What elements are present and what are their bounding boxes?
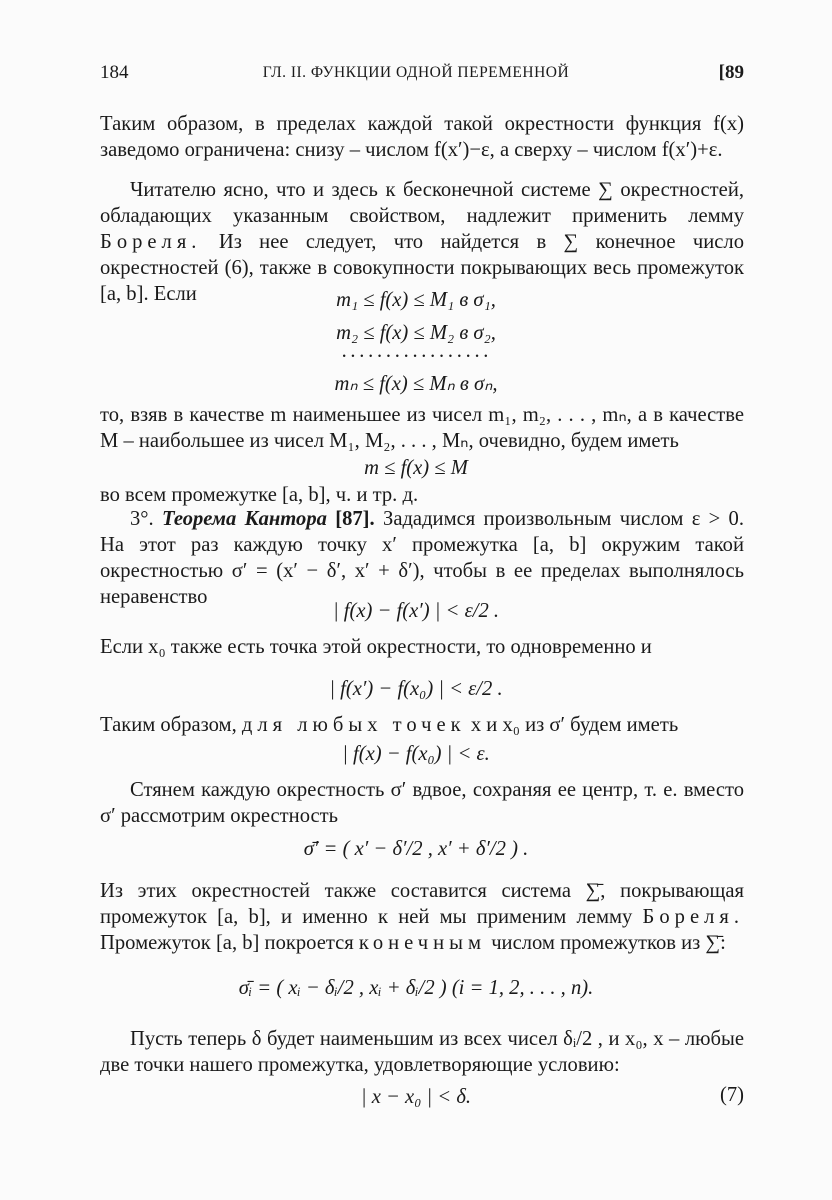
paragraph-6: Если x₀ также есть точка этой окрестности, то одновременно и xyxy=(100,636,652,658)
paragraph-3: то, взяв в качестве m наименьшее из чисел m₁, m₂, . . . , mₙ, а в качестве M – наибольшее из чисел M₁, M₂, . . . , Mₙ, очевидно, будем иметь xyxy=(100,404,744,452)
shrunk-neighbourhood: σ̄′ = ( x′ − δ′/2 , x′ + δ′/2 ) . xyxy=(303,838,529,860)
paragraph-7 xyxy=(100,712,744,738)
paragraph-9-end: числом промежутков из ∑̄: xyxy=(491,932,726,954)
finite-cover-formula: σ̄ᵢ = ( xᵢ − δᵢ/2 , xᵢ + δᵢ/2 ) (i = 1, 2, . . . , n). xyxy=(238,977,594,999)
cantor-ref: [87]. xyxy=(335,508,375,530)
paragraph-9 xyxy=(100,878,744,956)
spaced-word: конечным xyxy=(358,932,487,954)
condition-formula: | x − x₀ | < δ. xyxy=(360,1086,472,1108)
inequality-n: mₙ ≤ f(x) ≤ Mₙ в σₙ, xyxy=(334,373,498,395)
inequality-eps-1: | f(x) − f(x′) | < ε/2 . xyxy=(332,600,500,622)
borel-name-2: Бореля. xyxy=(642,906,744,928)
inequality-eps-3: | f(x) − f(x₀) | < ε. xyxy=(342,743,490,765)
inequality-2: m₂ ≤ f(x) ≤ M₂ в σ₂, xyxy=(336,322,496,344)
inequality-1: m₁ ≤ f(x) ≤ M₁ в σ₁, xyxy=(336,289,496,311)
paragraph-2-start: Читателю ясно, что и здесь к бесконечной системе ∑ окрестностей, обладающих указанным свойством, надлежит применить лемму xyxy=(100,179,744,227)
paragraph-7-start: Таким образом, xyxy=(100,714,237,736)
section-ref: [89 xyxy=(718,62,744,83)
paragraph-10: Пусть теперь δ будет наименьшим из всех чисел δᵢ/2 , и x₀, x – любые две точки нашего промежутка, удовлетворяющие условию: xyxy=(100,1028,744,1076)
running-title: ГЛ. II. ФУНКЦИИ ОДНОЙ ПЕРЕМЕННОЙ xyxy=(262,64,570,81)
paragraph-7-end: x и x₀ из σ′ будем иметь xyxy=(470,714,679,736)
paragraph-9-start: Из этих окрестностей также составится система ∑̄, покрывающая промежуток [a, b], и именно к ней мы применим лемму xyxy=(100,880,744,928)
cantor-text: Зададимся произвольным числом ε > 0. На этот раз каждую точку x′ промежутка [a, b] окружим такой окрестностью σ′ = (x′ − δ′, x′ + δ′), чтобы в ее пределах выполнялось неравенство xyxy=(100,508,745,608)
paragraph-8: Стянем каждую окрестность σ′ вдвое, сохраняя ее центр, т. е. вместо σ′ рассмотрим окрестность xyxy=(100,779,744,827)
page-number: 184 xyxy=(100,62,129,83)
paragraph-4: во всем промежутке [a, b], ч. и тр. д. xyxy=(100,484,419,506)
bound-inequality: m ≤ f(x) ≤ M xyxy=(364,457,468,479)
spaced-phrase: для любых точек xyxy=(241,714,466,736)
ellipsis-row: ················· xyxy=(340,346,492,368)
paragraph-2-end: Из нее следует, что найдется в ∑ конечное число окрестностей (6), также в совокупности покрывающих весь промежуток [a, b]. Если xyxy=(100,231,744,305)
item-number: 3°. xyxy=(130,508,154,530)
cantor-theorem-title: Теорема Кантора xyxy=(161,508,327,530)
paragraph-9-mid: Промежуток [a, b] покроется xyxy=(100,932,354,954)
equation-number: (7) xyxy=(719,1084,744,1106)
inequality-eps-2: | f(x′) − f(x₀) | < ε/2 . xyxy=(329,678,503,700)
borel-name: Бореля. xyxy=(100,231,202,253)
paragraph-cantor xyxy=(100,506,744,610)
paragraph-1: Таким образом, в пределах каждой такой окрестности функция f(x) заведомо ограничена: снизу – числом f(x′)−ε, а сверху – числом f(x′)+ε. xyxy=(100,113,744,161)
